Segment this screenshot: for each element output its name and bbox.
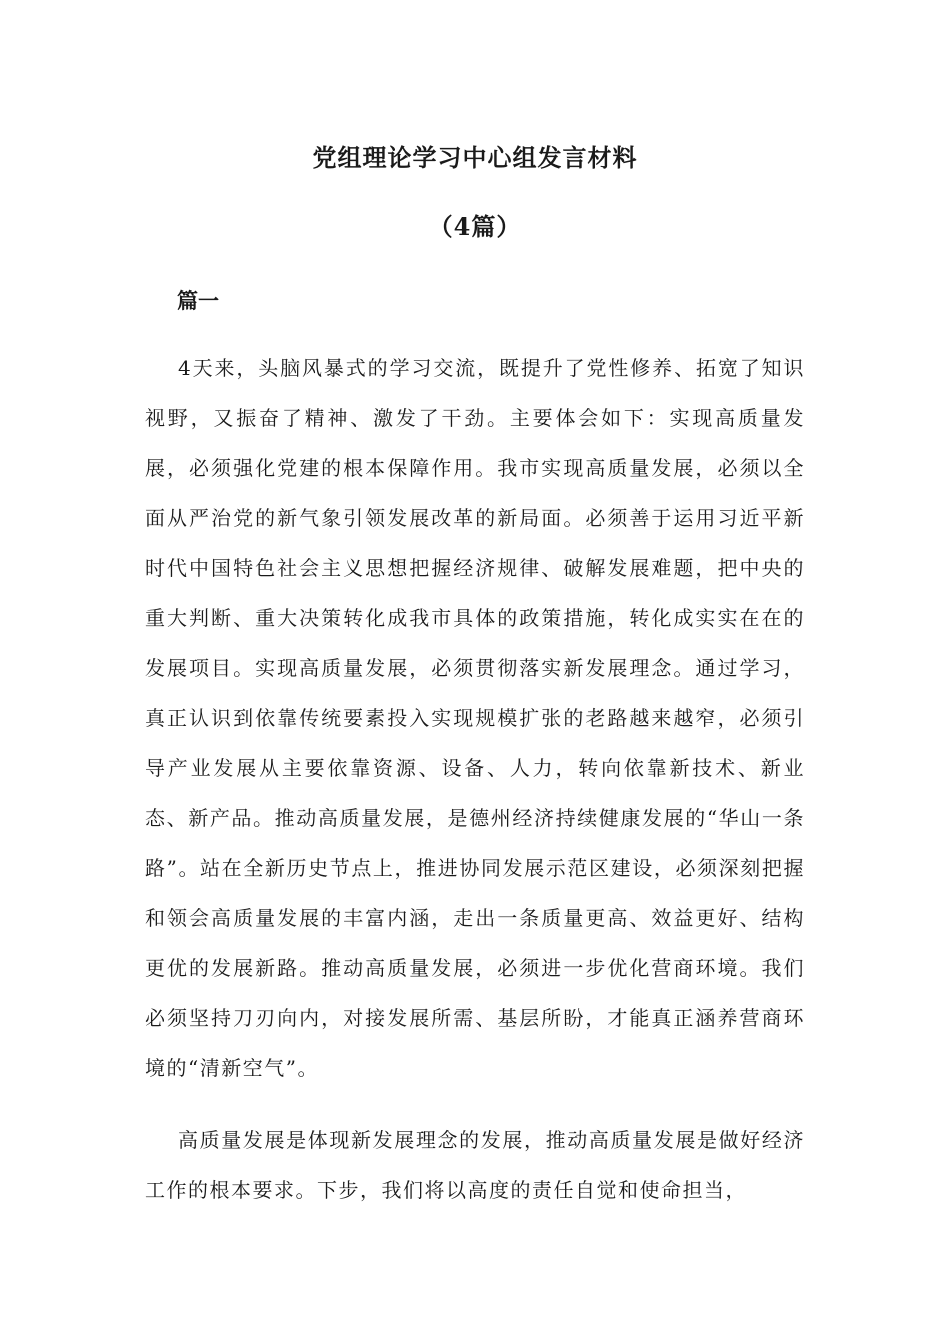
document-title: 党组理论学习中心组发言材料	[312, 143, 638, 172]
section-heading: 篇一	[177, 288, 219, 313]
paragraph-2: 高质量发展是体现新发展理念的发展，推动高质量发展是做好经济工作的根本要求。下步，我们将以高度的责任自觉和使命担当，	[145, 1128, 805, 1202]
paragraph-1: 4天来，头脑风暴式的学习交流，既提升了党性修养、拓宽了知识视野，又振奋了精神、激发了干劲。主要体会如下：实现高质量发展，必须强化党建的根本保障作用。我市实现高质量发展，必须以全面从严治党的新气象引领发展改革的新局面。必须善于运用习近平新时代中国特色社会主义思想把握经济规律、破解发展难题，把中央的重大判断、重大决策转化成我市具体的政策措施，转化成实实在在的发展项目。实现高质量发展，必须贯彻落实新发展理念。通过学习，真正认识到依靠传统要素投入实现规模扩张的老路越来越窄，必须引导产业发展从主要依靠资源、设备、人力，转向依靠新技术、新业态、新产品。推动高质量发展，是德州经济持续健康发展的“华山一条路”。站在全新历史节点上，推进协同发展示范区建设，必须深刻把握和领会高质量发展的丰富内涵，走出一条质量更高、效益更好、结构更优的发展新路。推动高质量发展，必须进一步优化营商环境。我们必须坚持刀刃向内，对接发展所需、基层所盼，才能真正涵养营商环境的“清新空气”。	[145, 356, 805, 1080]
document-subtitle: （4篇）	[428, 212, 522, 241]
